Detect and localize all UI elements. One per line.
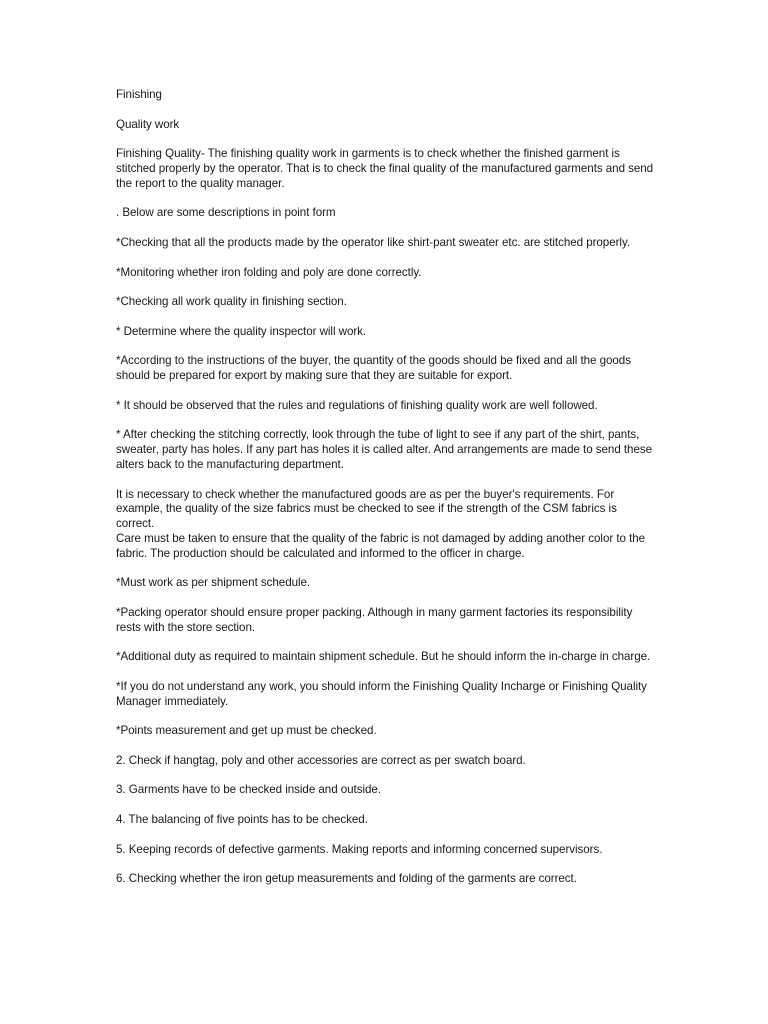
numbered-item: 5. Keeping records of defective garments. Making reports and informing concerned supervisors.	[116, 842, 603, 856]
numbered-item: 4. The balancing of five points has to be checked.	[116, 813, 368, 827]
point-item: *Checking that all the products made by the operator like shirt-pant sweater etc. are stitched properly.	[116, 235, 630, 249]
point-item: *Packing operator should ensure proper packing. Although in many garment factories its responsibility rests with the store section.	[116, 605, 633, 634]
numbered-item: 6. Checking whether the iron getup measurements and folding of the garments are correct.	[116, 872, 577, 886]
document-page	[116, 88, 656, 902]
point-item: *If you do not understand any work, you should inform the Finishing Quality Incharge or Finishing Quality Manager immediately.	[116, 679, 647, 708]
point-item: *Checking all work quality in finishing section.	[116, 295, 347, 309]
point-item: *Points measurement and get up must be checked.	[116, 724, 377, 738]
point-item: *According to the instructions of the buyer, the quantity of the goods should be fixed and all the goods should be prepared for export by making sure that they are suitable for export.	[116, 354, 631, 383]
numbered-item: 3. Garments have to be checked inside and outside.	[116, 783, 381, 797]
intro-paragraph: Finishing Quality- The finishing quality work in garments is to check whether the finished garment is stitched properly by the operator. That is to check the final quality of the manufactured garments and send the report to the quality manager.	[116, 147, 654, 190]
point-item: *Must work as per shipment schedule.	[116, 576, 311, 590]
point-item: * Determine where the quality inspector will work.	[116, 324, 367, 338]
numbered-item: 2. Check if hangtag, poly and other accessories are correct as per swatch board.	[116, 753, 526, 767]
section-heading: Quality work	[116, 117, 180, 131]
body-paragraph: It is necessary to check whether the manufactured goods are as per the buyer's requirements. For example, the quality of the size fabrics must be checked to see if the strength of the CSM fabrics is correct. Care must be taken to ensure that the quality of the fabric is not damaged by adding another color to the fabric. The production should be calculated and informed to the officer in charge.	[116, 487, 646, 560]
point-item: *Monitoring whether iron folding and poly are done correctly.	[116, 265, 422, 279]
point-item: * After checking the stitching correctly, look through the tube of light to see if any part of the shirt, pants, sweater, party has holes. If any part has holes it is called alter. And arrangements are made to send these alters back to the manufacturing department.	[116, 428, 653, 471]
document-title: Finishing	[116, 88, 162, 101]
points-intro: . Below are some descriptions in point form	[116, 206, 336, 220]
point-item: * It should be observed that the rules and regulations of finishing quality work are well followed.	[116, 398, 598, 412]
point-item: *Additional duty as required to maintain shipment schedule. But he should inform the in-charge in charge.	[116, 650, 651, 664]
